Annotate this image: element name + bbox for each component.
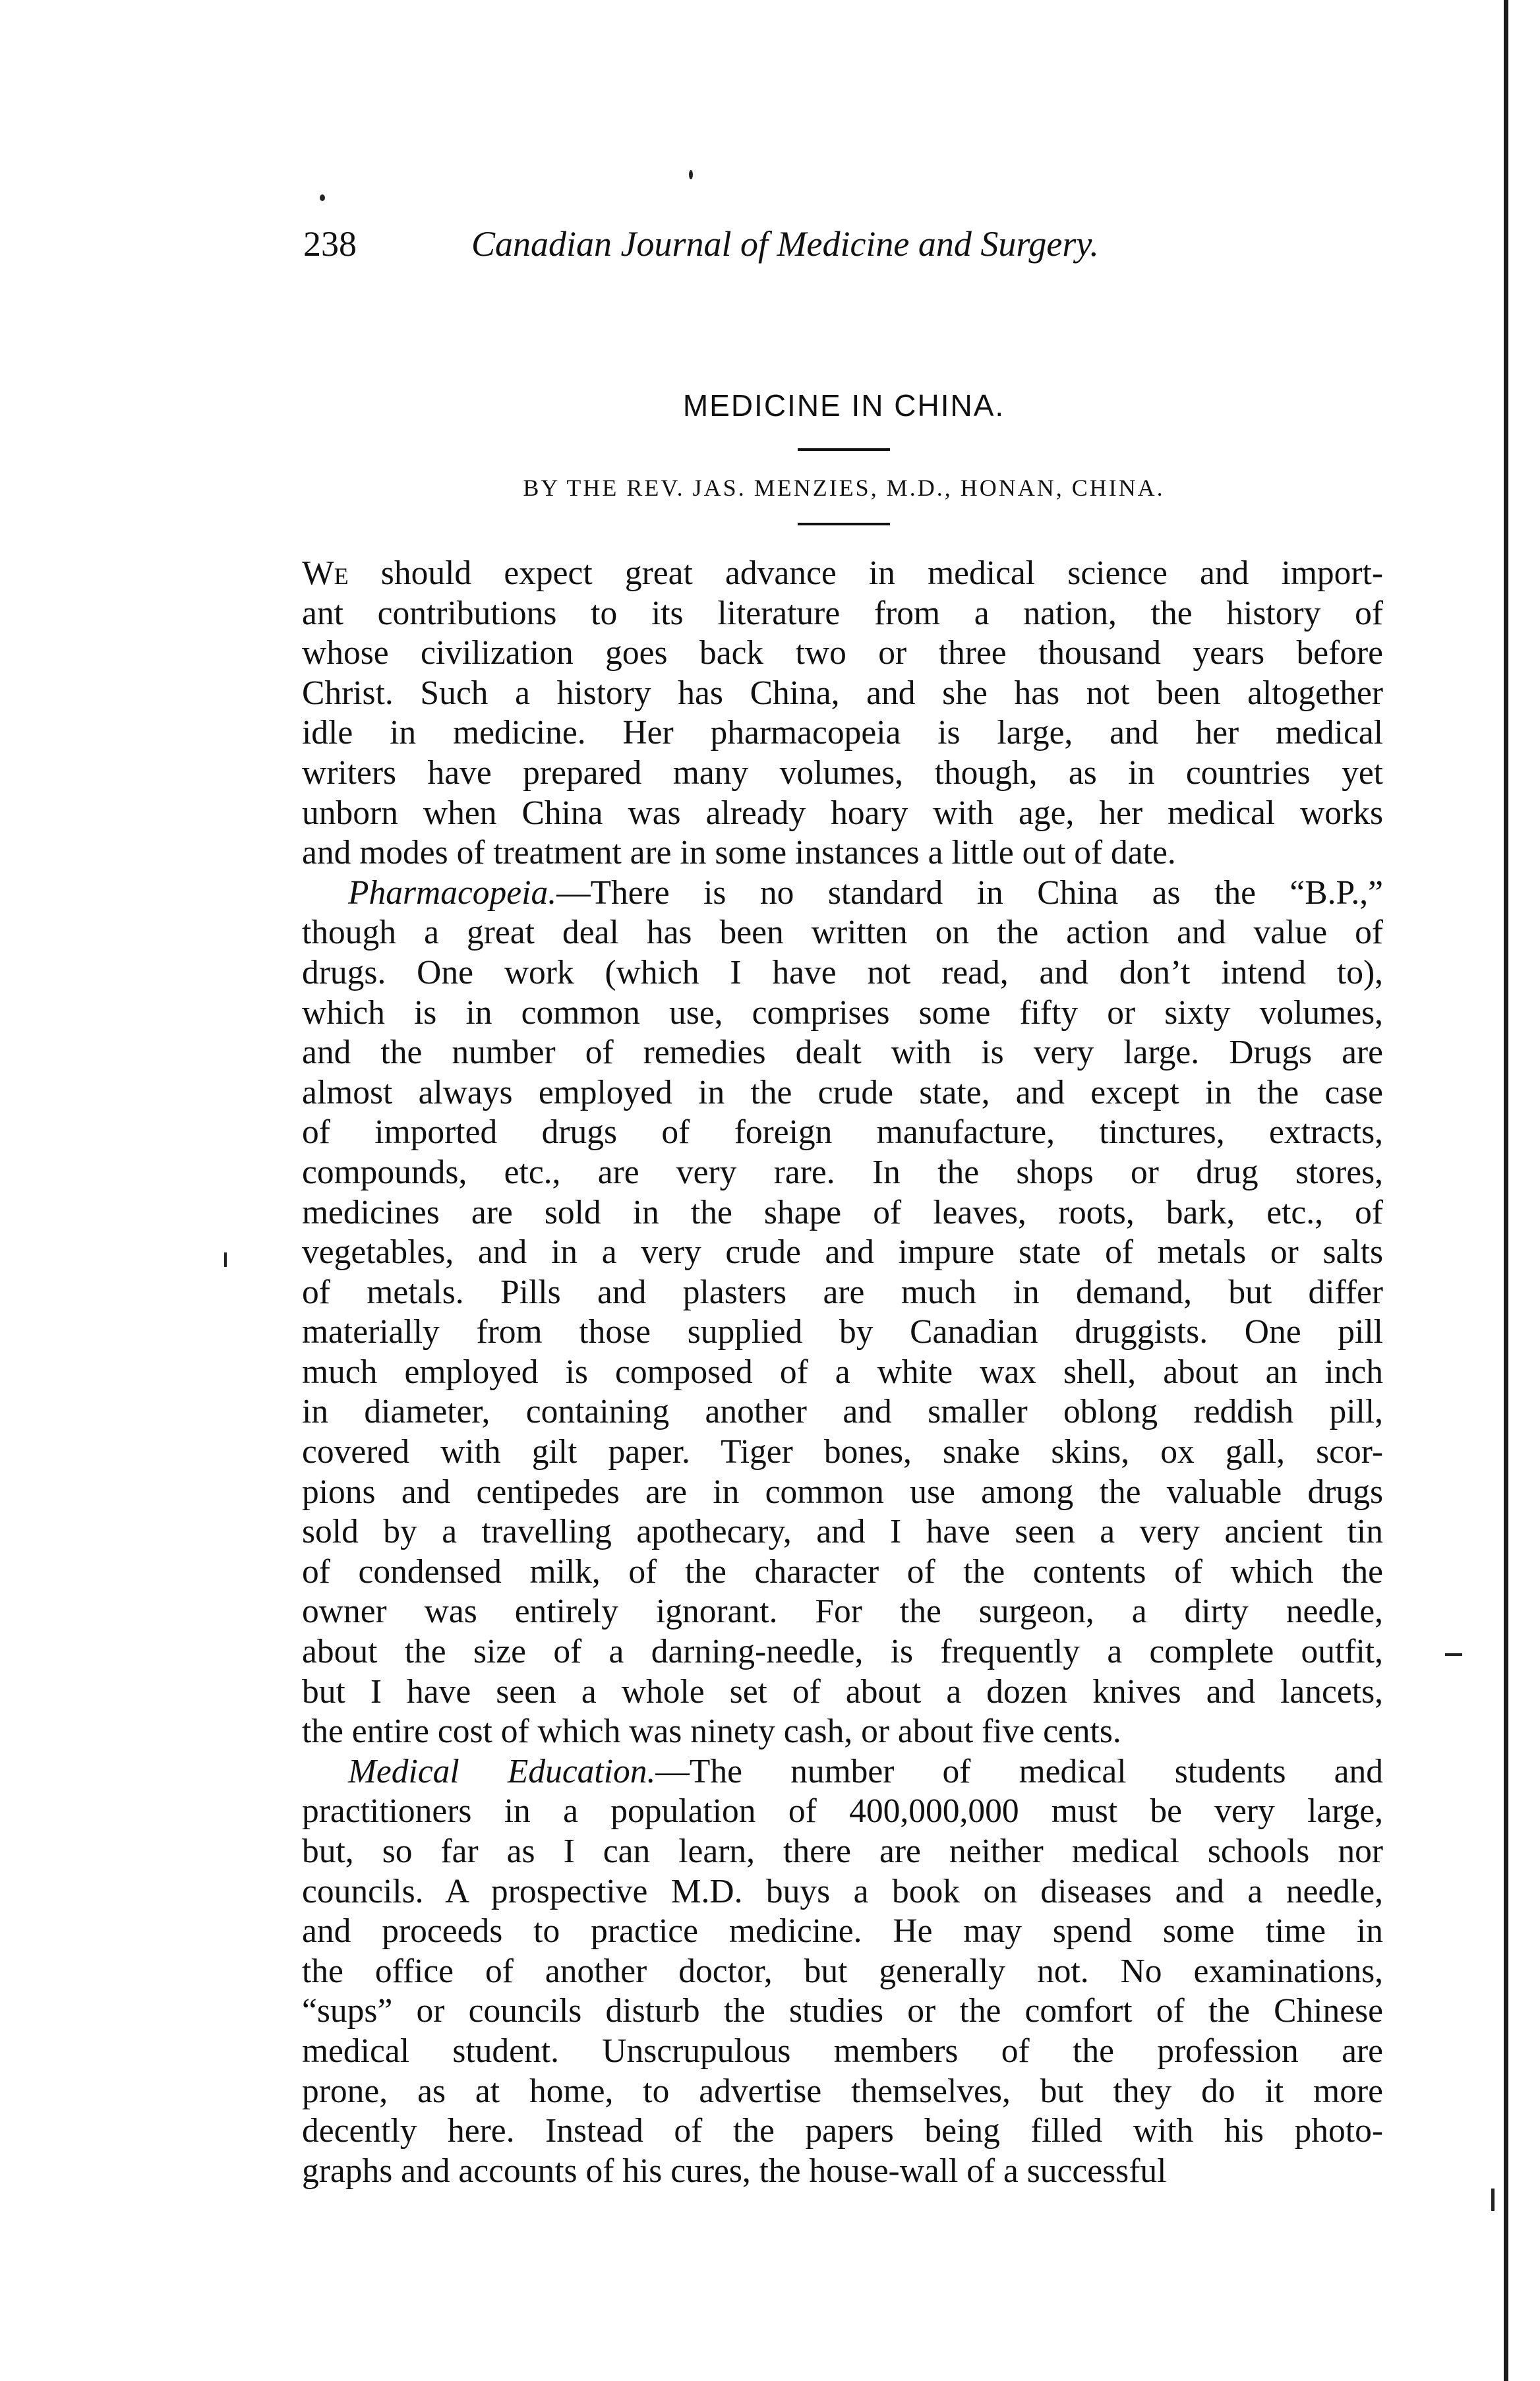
margin-mark — [1491, 2189, 1495, 2211]
text-line — [302, 1552, 1383, 1593]
line-text: medical student. Unscrupulous members of the profession are — [302, 2032, 1383, 2070]
line-text: practitioners in a population of 400,000,000 must be very large, — [302, 1792, 1383, 1831]
text-line — [302, 753, 1383, 794]
line-text: should expect great advance in medical science and import- — [348, 554, 1383, 592]
text-line — [302, 913, 1383, 953]
section-heading: Pharmacopeia. — [348, 873, 557, 912]
text-line — [302, 1473, 1383, 1513]
line-text: much employed is composed of a white wax shell, about an inch — [302, 1353, 1383, 1391]
text-line — [302, 1512, 1383, 1552]
text-line — [302, 2111, 1383, 2152]
text-line — [302, 594, 1383, 634]
text-line — [302, 1073, 1383, 1113]
line-text: —There is no standard in China as the “B.P.,” — [556, 873, 1383, 912]
scan-speck — [689, 170, 693, 179]
text-line — [302, 993, 1383, 1034]
text-line — [302, 1952, 1383, 1992]
line-text: pions and centipedes are in common use among the valuable drugs — [302, 1473, 1383, 1511]
line-text: which is in common use, comprises some fifty or sixty volumes, — [302, 993, 1383, 1032]
line-text: prone, as at home, to advertise themselves, but they do it more — [302, 2072, 1383, 2110]
text-line — [302, 1193, 1383, 1233]
line-text: Christ. Such a history has China, and she has not been altogether — [302, 674, 1383, 712]
text-line — [302, 1832, 1383, 1872]
line-text: of metals. Pills and plasters are much in demand, but differ — [302, 1273, 1383, 1311]
text-line — [302, 1432, 1383, 1473]
title-rule — [798, 448, 890, 451]
byline-rule — [798, 523, 890, 525]
text-line — [302, 674, 1383, 714]
line-text: unborn when China was already hoary with age, her medical works — [302, 794, 1383, 832]
line-text: graphs and accounts of his cures, the house-wall of a successful — [302, 2152, 1167, 2190]
line-text: but I have seen a whole set of about a dozen knives and lancets, — [302, 1672, 1383, 1711]
line-text: the entire cost of which was ninety cash, or about five cents. — [302, 1713, 1121, 1751]
line-text: “sups” or councils disturb the studies or the comfort of the Chinese — [302, 1992, 1383, 2030]
line-text: idle in medicine. Her pharmacopeia is large, and her medical — [302, 714, 1383, 752]
paragraph — [302, 873, 1383, 1752]
text-line — [302, 633, 1383, 674]
text-line — [302, 1672, 1383, 1713]
line-text: but, so far as I can learn, there are neither medical schools nor — [302, 1833, 1383, 1870]
line-text: and proceeds to practice medicine. He may spend some time in — [302, 1912, 1383, 1951]
text-line — [302, 1113, 1383, 1153]
text-line — [302, 1712, 1383, 1752]
line-text: ant contributions to its literature from a nation, the history of — [302, 594, 1383, 632]
text-line — [302, 1312, 1383, 1353]
byline: BY THE REV. JAS. MENZIES, M.D., HONAN, CHINA. — [523, 475, 1165, 501]
article-body — [302, 554, 1383, 2191]
text-line — [302, 1392, 1383, 1432]
text-line — [302, 1033, 1383, 1073]
line-text: materially from those supplied by Canadian druggists. One pill — [302, 1313, 1383, 1351]
section-heading: Medical Education. — [348, 1752, 656, 1790]
text-line — [302, 1592, 1383, 1632]
margin-mark — [1445, 1653, 1462, 1656]
line-text: vegetables, and in a very crude and impure state of metals or salts — [302, 1233, 1383, 1272]
text-line — [302, 1912, 1383, 1952]
line-text: and modes of treatment are in some instances a little out of date. — [302, 834, 1176, 872]
paragraph — [302, 1752, 1383, 2192]
drop-initial: W — [302, 554, 334, 592]
article-title: MEDICINE IN CHINA. — [682, 388, 1005, 423]
text-line — [302, 1752, 1383, 1792]
text-line — [302, 1273, 1383, 1313]
line-text: covered with gilt paper. Tiger bones, snake skins, ox gall, scor- — [302, 1433, 1383, 1471]
text-line — [302, 2152, 1383, 2192]
line-text: almost always employed in the crude state, and except in the case — [302, 1073, 1383, 1111]
text-line — [302, 1792, 1383, 1832]
scan-edge-line — [1504, 0, 1508, 2381]
line-text: owner was entirely ignorant. For the surgeon, a dirty needle, — [302, 1593, 1383, 1631]
line-text: of condensed milk, of the character of the contents of which the — [302, 1552, 1383, 1591]
line-text: whose civilization goes back two or three thousand years before — [302, 634, 1383, 672]
page-number: 238 — [303, 224, 357, 264]
text-line — [302, 873, 1383, 914]
text-line — [302, 2072, 1383, 2112]
line-text: sold by a travelling apothecary, and I have seen a very ancient tin — [302, 1513, 1383, 1551]
line-text: —The number of medical students and — [655, 1752, 1383, 1790]
text-line — [302, 713, 1383, 753]
line-text: the office of another doctor, but generally not. No examinations, — [302, 1952, 1383, 1990]
text-line — [302, 554, 1383, 594]
line-text: in diameter, containing another and smaller oblong reddish pill, — [302, 1393, 1383, 1431]
text-line — [302, 1153, 1383, 1193]
scan-speck — [320, 194, 325, 201]
line-text: drugs. One work (which I have not read, and don’t intend to), — [302, 953, 1383, 991]
text-line — [302, 1632, 1383, 1672]
line-text: councils. A prospective M.D. buys a book on diseases and a needle, — [302, 1872, 1383, 1910]
text-line — [302, 1233, 1383, 1273]
initial-smallcaps: e — [334, 554, 349, 592]
line-text: decently here. Instead of the papers being filled with his photo- — [302, 2112, 1383, 2150]
journal-title: Canadian Journal of Medicine and Surgery. — [471, 224, 1099, 264]
text-line — [302, 953, 1383, 993]
text-line — [302, 833, 1383, 873]
margin-mark — [224, 1252, 227, 1267]
text-line — [302, 2032, 1383, 2072]
line-text: of imported drugs of foreign manufacture, tinctures, extracts, — [302, 1113, 1383, 1152]
line-text: though a great deal has been written on the action and value of — [302, 914, 1383, 952]
line-text: about the size of a darning-needle, is frequently a complete outfit, — [302, 1633, 1383, 1671]
text-line — [302, 1872, 1383, 1912]
line-text: compounds, etc., are very rare. In the shops or drug stores, — [302, 1153, 1383, 1191]
line-text: and the number of remedies dealt with is very large. Drugs are — [302, 1034, 1383, 1072]
line-text: medicines are sold in the shape of leaves, roots, bark, etc., of — [302, 1193, 1383, 1231]
paragraph — [302, 554, 1383, 873]
text-line — [302, 1991, 1383, 2032]
text-line — [302, 1353, 1383, 1393]
text-line — [302, 794, 1383, 834]
line-text: writers have prepared many volumes, though, as in countries yet — [302, 753, 1383, 792]
running-head — [303, 214, 1384, 274]
